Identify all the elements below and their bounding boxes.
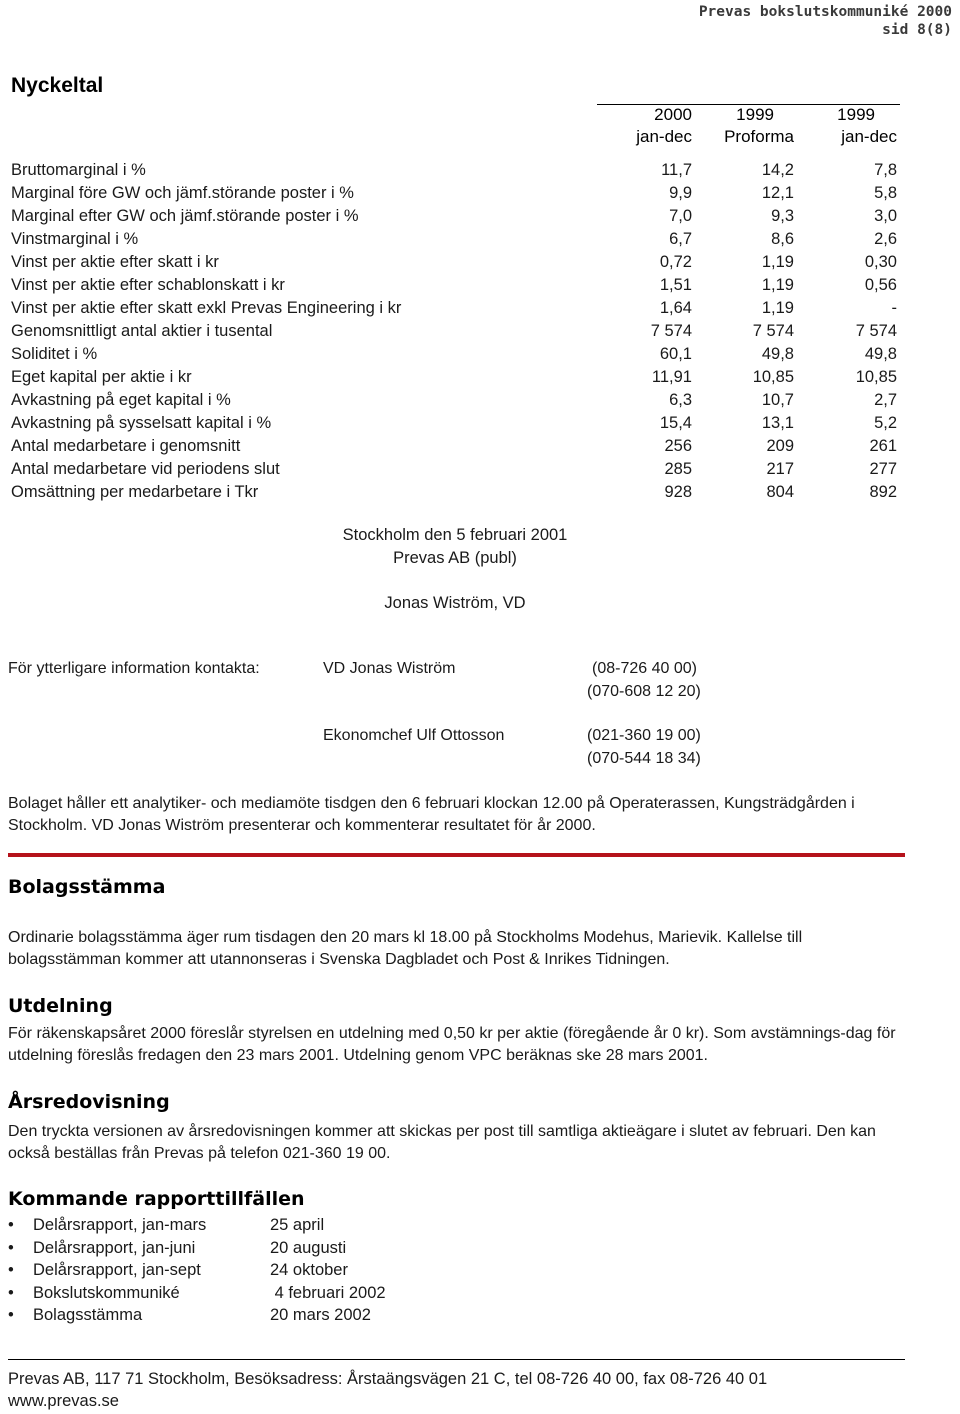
row-label: Antal medarbetare i genomsnitt <box>11 437 241 455</box>
row-value: 10,85 <box>855 368 897 386</box>
row-value: 9,9 <box>669 184 692 202</box>
row-value: 2,6 <box>874 230 897 248</box>
table-row <box>0 460 960 483</box>
table-row <box>0 483 960 506</box>
table-row <box>0 322 960 345</box>
row-value: 892 <box>869 483 897 501</box>
bullet-icon: • <box>8 1238 14 1257</box>
column-header-line1: 1999 <box>736 105 774 124</box>
row-value: 7,8 <box>874 161 897 179</box>
row-value: 7 574 <box>752 322 794 340</box>
column-header-line2: jan-dec <box>636 127 692 146</box>
row-value: 285 <box>664 460 692 478</box>
section-divider-bar <box>8 853 905 857</box>
row-value: 1,19 <box>761 253 794 271</box>
row-value: 7 574 <box>650 322 692 340</box>
contact-person-1-phone-2: (070-608 12 20) <box>587 683 701 700</box>
bullet-icon: • <box>8 1216 14 1234</box>
row-value: 11,7 <box>661 161 692 179</box>
column-header-2000 <box>582 104 692 148</box>
section-title-utdelning: Utdelning <box>8 995 113 1017</box>
report-date: 25 april <box>270 1216 325 1234</box>
table-row <box>0 184 960 207</box>
section-title-arsredovisning: Årsredovisning <box>8 1091 170 1113</box>
bullet-icon: • <box>8 1283 14 1302</box>
report-date: 4 februari 2002 <box>270 1283 386 1302</box>
column-header-line2: jan-dec <box>841 127 897 146</box>
contact-person-2: Ekonomchef Ulf Ottosson <box>323 727 505 744</box>
row-label: Omsättning per medarbetare i Tkr <box>11 483 259 501</box>
table-row <box>0 345 960 368</box>
row-value: 7 574 <box>855 322 897 340</box>
row-value: 13,1 <box>761 414 794 432</box>
table-row <box>0 414 960 437</box>
table-row <box>0 437 960 460</box>
row-value: 928 <box>664 483 692 501</box>
row-value: 8,6 <box>771 230 794 248</box>
section-title-kommande: Kommande rapporttillfällen <box>8 1188 305 1210</box>
row-label: Avkastning på eget kapital i % <box>11 391 231 409</box>
row-label: Genomsnittligt antal aktier i tusental <box>11 322 273 340</box>
bullet-icon: • <box>8 1306 14 1324</box>
table-row <box>0 207 960 230</box>
contact-person-1: VD Jonas Wiström <box>323 660 456 677</box>
row-value: 12,1 <box>761 184 794 202</box>
column-header-line1: 2000 <box>654 105 692 124</box>
list-item <box>8 1239 608 1261</box>
section-title-nyckeltal: Nyckeltal <box>11 74 104 97</box>
footer-rule <box>8 1359 905 1360</box>
row-label: Avkastning på sysselsatt kapital i % <box>11 414 272 432</box>
section-title-bolagsstamma: Bolagsstämma <box>8 876 166 898</box>
column-header-1999 <box>787 104 897 148</box>
report-date: 20 augusti <box>270 1238 347 1257</box>
footer-address: Prevas AB, 117 71 Stockholm, Besöksadress: Årstaängsvägen 21 C, tel 08-726 40 00, fax 08-726 40 01 <box>8 1370 768 1388</box>
row-value: 5,8 <box>874 184 897 202</box>
row-label: Marginal före GW och jämf.störande poster i % <box>11 184 354 202</box>
table-row <box>0 253 960 276</box>
row-value: 3,0 <box>874 207 897 225</box>
header-title: Prevas bokslutskommuniké 2000 <box>698 4 952 20</box>
column-header-rule <box>597 104 900 105</box>
utdelning-paragraph: För räkenskapsåret 2000 föreslår styrelsen en utdelning med 0,50 kr per aktie (föregående år 0 kr). Som avstämnings-dag för utdelning föreslås fredagen den 23 mars 2001. Utdelning genom VPC beräknas ske 28 mars 2001. <box>8 1025 896 1064</box>
row-value: 11,91 <box>651 368 692 386</box>
row-value: 49,8 <box>864 345 897 363</box>
row-label: Vinstmarginal i % <box>11 230 139 248</box>
row-label: Bruttomarginal i % <box>11 161 146 179</box>
bolagsstamma-paragraph: Ordinarie bolagsstämma äger rum tisdagen den 20 mars kl 18.00 på Stockholms Modehus, Marievik. Kallelse till bolagsstämman kommer att utannonseras i Svenska Dagbladet och Post & Inrikes Tidningen. <box>8 929 803 968</box>
arsredovisning-paragraph: Den tryckta versionen av årsredovisningen kommer att skickas per post till samtliga aktieägare i slutet av februari. Den kan också beställas från Prevas på telefon 021-360 19 00. <box>8 1123 876 1162</box>
header-page-number: sid 8(8) <box>882 22 952 38</box>
row-value: 14,2 <box>761 161 794 179</box>
list-item <box>8 1284 608 1306</box>
bullet-icon: • <box>8 1261 14 1279</box>
row-value: 277 <box>869 460 897 478</box>
row-label: Marginal efter GW och jämf.störande poster i % <box>11 207 359 225</box>
signature-place-date: Stockholm den 5 februari 2001 <box>342 526 568 544</box>
table-row <box>0 299 960 322</box>
signature-name: Jonas Wiström, VD <box>384 594 526 612</box>
contact-label: För ytterligare information kontakta: <box>8 660 260 677</box>
row-label: Vinst per aktie efter schablonskatt i kr <box>11 276 285 294</box>
table-row <box>0 276 960 299</box>
row-value: 5,2 <box>874 414 897 432</box>
row-value: 256 <box>664 437 692 455</box>
row-value: 0,72 <box>659 253 692 271</box>
table-row <box>0 230 960 253</box>
signature-company: Prevas AB (publ) <box>393 549 517 567</box>
meeting-paragraph: Bolaget håller ett analytiker- och mediamöte tisdgen den 6 februari klockan 12.00 på Operaterassen, Kungsträdgården i Stockholm. VD Jonas Wiström presenterar och kommenterar resultatet för år 2000. <box>8 795 855 834</box>
contact-person-1-phone-1: (08-726 40 00) <box>592 660 697 677</box>
row-value: 1,64 <box>659 299 692 317</box>
table-row <box>0 161 960 184</box>
row-value: 60,1 <box>659 345 692 363</box>
list-item <box>8 1306 608 1328</box>
row-value: 1,19 <box>761 299 794 317</box>
row-value: 6,3 <box>669 391 692 409</box>
report-name: Delårsrapport, jan-sept <box>33 1261 201 1279</box>
report-name: Delårsrapport, jan-mars <box>33 1216 207 1234</box>
row-value: 49,8 <box>761 345 794 363</box>
report-name: Bolagsstämma <box>33 1306 143 1324</box>
contact-person-2-phone-2: (070-544 18 34) <box>587 750 701 767</box>
row-value: 209 <box>766 437 794 455</box>
row-value: - <box>891 299 897 317</box>
row-value: 804 <box>766 483 794 501</box>
column-header-line1: 1999 <box>837 105 875 124</box>
row-value: 0,56 <box>864 276 897 294</box>
footer-website: www.prevas.se <box>8 1392 119 1410</box>
row-label: Antal medarbetare vid periodens slut <box>11 460 280 478</box>
contact-person-2-phone-1: (021-360 19 00) <box>587 727 701 744</box>
row-value: 6,7 <box>669 230 692 248</box>
row-value: 261 <box>869 437 897 455</box>
row-label: Eget kapital per aktie i kr <box>11 368 192 386</box>
list-item <box>8 1216 608 1238</box>
report-name: Bokslutskommuniké <box>33 1283 180 1302</box>
list-item <box>8 1261 608 1283</box>
row-value: 9,3 <box>771 207 794 225</box>
row-value: 10,85 <box>752 368 794 386</box>
report-name: Delårsrapport, jan-juni <box>33 1238 196 1257</box>
column-header-1999-proforma <box>684 104 794 148</box>
row-label: Vinst per aktie efter skatt exkl Prevas Engineering i kr <box>11 299 402 317</box>
row-value: 2,7 <box>874 391 897 409</box>
row-label: Soliditet i % <box>11 345 98 363</box>
row-label: Vinst per aktie efter skatt i kr <box>11 253 219 271</box>
column-header-line2: Proforma <box>724 127 794 146</box>
row-value: 7,0 <box>669 207 692 225</box>
row-value: 1,51 <box>659 276 692 294</box>
report-date: 20 mars 2002 <box>270 1306 371 1324</box>
row-value: 10,7 <box>761 391 794 409</box>
table-row <box>0 391 960 414</box>
row-value: 217 <box>766 460 794 478</box>
report-date: 24 oktober <box>270 1261 348 1279</box>
row-value: 0,30 <box>864 253 897 271</box>
row-value: 1,19 <box>761 276 794 294</box>
table-row <box>0 368 960 391</box>
row-value: 15,4 <box>659 414 692 432</box>
